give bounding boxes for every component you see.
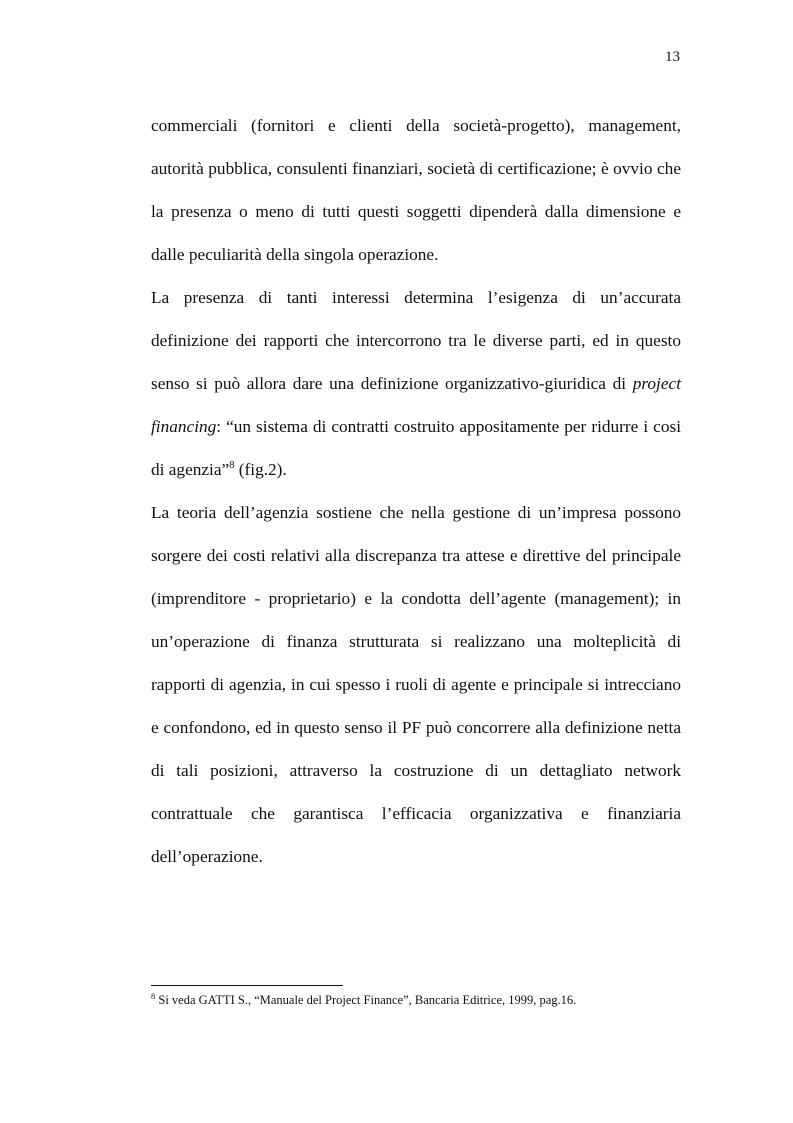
paragraph-2-text-end: (fig.2). xyxy=(234,460,287,479)
footnote-separator xyxy=(151,985,343,986)
page-number: 13 xyxy=(665,49,680,65)
paragraph-3: La teoria dell’agenzia sostiene che nella gestione di un’impresa possono sorgere dei costi relativi alla discrepanza tra attese e direttive del principale (imprenditore - proprietario) e la condotta dell’agente (management); in un’operazione di finanza strutturata si realizzano una molteplicità di rapporti di agenzia, in cui spesso i ruoli di agente e principale si intrecciano e confondono, ed in questo senso il PF può concorrere alla definizione netta di tali posizioni, attraverso la costruzione di un dettagliato network contrattuale che garantisca l’efficacia organizzativa e finanziaria dell’operazione. xyxy=(151,503,681,866)
footnote-marker: 8 xyxy=(151,991,156,1001)
paragraph-2-quote: : “un sistema di contratti costruito appositamente per ridurre i cosi di agenzia” xyxy=(151,417,681,479)
paragraph-2 xyxy=(151,276,681,491)
italic-term: project financing xyxy=(151,374,681,436)
footnote xyxy=(151,992,681,1009)
body-text xyxy=(151,104,681,878)
footnote-reference[interactable]: 8 xyxy=(229,460,235,471)
footnote-text: Si veda GATTI S., “Manuale del Project Finance”, Bancaria Editrice, 1999, pag.16. xyxy=(155,993,577,1007)
paragraph-1: commerciali (fornitori e clienti della società-progetto), management, autorità pubblica, consulenti finanziari, società di certificazione; è ovvio che la presenza o meno di tutti questi soggetti dipenderà dalla dimensione e dalle peculiarità della singola operazione. xyxy=(151,116,681,264)
paragraph-2-text-start: La presenza di tanti interessi determina l’esigenza di un’accurata definizione dei rapporti che intercorrono tra le diverse parti, ed in questo senso si può allora dare una definizione organizzativo-giuridica di xyxy=(151,288,681,393)
